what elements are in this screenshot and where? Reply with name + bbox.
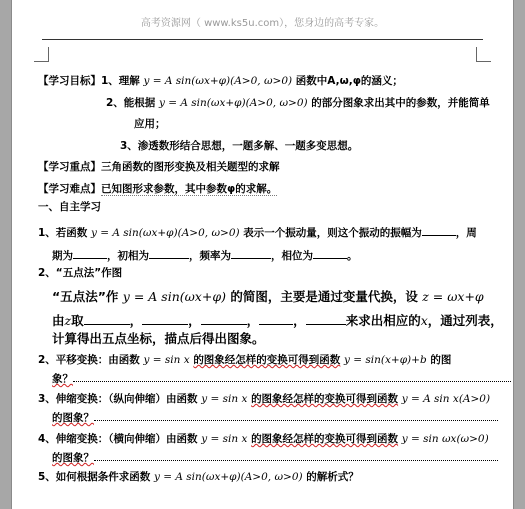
question-5-line-1: 4、伸缩变换：（横向伸缩）由函数 y = sin x 的图象经怎样的变换可得到函数 y = sin ωx(ω>0) <box>38 433 489 445</box>
question-4-line-2: 的图象？ <box>52 410 498 425</box>
question-3-line-2: 象？ <box>52 371 511 386</box>
objectives-line-1: 【学习目标】1、理解 y = A sin(ωx+φ)(A>0, ω>0) 函数中A,ω,φ的涵义； <box>38 75 403 87</box>
question-4-line-1: 3、伸缩变换：（纵向伸缩）由函数 y = sin x 的图象经怎样的变换可得到函数 y = A sin x(A>0) <box>38 393 491 405</box>
question-5-line-2: 的图象？ <box>52 450 498 465</box>
header-rule <box>42 39 483 40</box>
difficult-points-line: 【学习难点】已知图形求参数，其中参数φ的求解。 <box>38 183 278 195</box>
objectives-line-2: 2、能根据 y = A sin(ωx+φ)(A>0, ω>0) 的部分图象求出其中的参数，并能简单 <box>106 97 490 109</box>
question-1-line-2: 期为 ，初相为 ，频率为 ，相位为 。 <box>52 247 358 263</box>
crop-mark-top-left <box>34 47 49 62</box>
crop-mark-top-right <box>476 47 491 62</box>
five-point-line-3: 计算得出五点坐标，描点后得出图象。 <box>52 331 265 346</box>
question-3-line-1: 2、平移变换：由函数 y = sin x 的图象经怎样的变换可得到函数 y = sin(x+φ)+b 的图 <box>38 354 452 366</box>
question-6-line: 5、如何根据条件求函数 y = A sin(ωx+φ)(A>0, ω>0) 的解析式？ <box>38 471 359 483</box>
key-points-line: 【学习重点】三角函数的图形变换及相关题型的求解 <box>38 161 280 173</box>
question-1-line-1: 1、若函数 y = A sin(ωx+φ)(A>0, ω>0) 表示一个振动量，则这个振动的振幅为 ，周 <box>38 224 477 240</box>
page-header: 高考资源网（ www.ks5u.com），您身边的高考专家。 <box>140 18 385 29</box>
objectives-line-3: 3、渗透数形结合思想，一题多解、一题多变思想。 <box>120 140 359 152</box>
five-point-line-1: “五点法”作 y = A sin(ωx+φ) 的简图，主要是通过变量代换，设 z = ωx+φ <box>52 289 484 304</box>
section-title: 一、自主学习 <box>38 201 101 213</box>
five-point-line-2: 由z取 ， ， ， ， 来求出相应的x，通过列表， <box>52 313 503 328</box>
objectives-label: 【学习目标】 <box>38 75 101 87</box>
document-page <box>12 0 513 509</box>
question-2-line: 2、“五点法”作图 <box>38 267 123 279</box>
objectives-line-2-cont: 应用； <box>134 118 166 130</box>
